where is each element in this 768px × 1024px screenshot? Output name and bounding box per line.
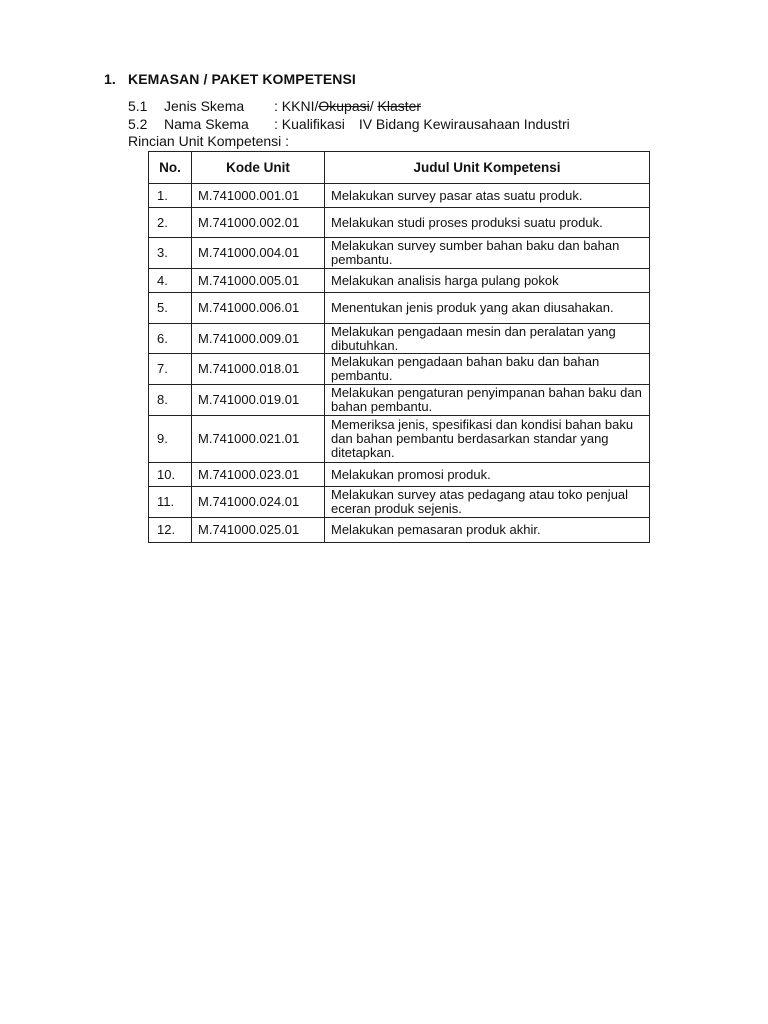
unit-kompetensi-table [148,151,650,543]
table-row [149,324,650,354]
table-row [149,293,650,324]
row-no: 8. [149,385,192,416]
header-judul-unit: Judul Unit Kompetensi [325,152,650,184]
row-judul: Memeriksa jenis, spesifikasi dan kondisi bahan baku dan bahan pembantu berdasarkan standar yang ditetapkan. [325,416,650,463]
table-row [149,269,650,293]
jenis-skema-line [128,98,421,114]
table-row [149,238,650,269]
row-kode: M.741000.025.01 [192,518,325,543]
row-no: 11. [149,487,192,518]
row-no: 6. [149,324,192,354]
row-kode: M.741000.005.01 [192,269,325,293]
row-no: 3. [149,238,192,269]
table-row [149,518,650,543]
row-judul: Melakukan survey sumber bahan baku dan bahan pembantu. [325,238,650,269]
jenis-skema-struck-klaster: Klaster [377,98,422,114]
row-judul: Menentukan jenis produk yang akan diusahakan. [325,293,650,324]
table-row [149,416,650,463]
table-row [149,385,650,416]
row-no: 7. [149,354,192,385]
row-judul: Melakukan studi proses produksi suatu produk. [325,208,650,238]
row-judul: Melakukan pemasaran produk akhir. [325,518,650,543]
table-row [149,487,650,518]
row-no: 5. [149,293,192,324]
table-header-row [149,152,650,184]
row-judul: Melakukan promosi produk. [325,463,650,487]
jenis-skema-label: Jenis Skema [164,98,245,114]
row-no: 12. [149,518,192,543]
row-kode: M.741000.006.01 [192,293,325,324]
row-judul: Melakukan survey pasar atas suatu produk. [325,184,650,208]
row-no: 9. [149,416,192,463]
row-judul: Melakukan survey atas pedagang atau toko penjual eceran produk sejenis. [325,487,650,518]
jenis-skema-separator: / [369,98,378,114]
header-kode-unit: Kode Unit [192,152,325,184]
table-row [149,354,650,385]
jenis-skema-number: 5.1 [128,98,148,114]
nama-skema-number: 5.2 [128,116,148,132]
section-title: KEMASAN / PAKET KOMPETENSI [128,71,356,87]
row-kode: M.741000.019.01 [192,385,325,416]
section-number: 1. [104,71,116,87]
row-judul: Melakukan pengaturan penyimpanan bahan baku dan bahan pembantu. [325,385,650,416]
row-judul: Melakukan analisis harga pulang pokok [325,269,650,293]
table-row [149,463,650,487]
row-kode: M.741000.002.01 [192,208,325,238]
row-kode: M.741000.023.01 [192,463,325,487]
nama-skema-bidang: IV Bidang Kewirausahaan Industri [358,116,570,132]
row-no: 10. [149,463,192,487]
row-kode: M.741000.009.01 [192,324,325,354]
table-row [149,184,650,208]
table-row [149,208,650,238]
jenis-skema-value: : KKNI/ [274,98,319,114]
row-kode: M.741000.001.01 [192,184,325,208]
row-kode: M.741000.024.01 [192,487,325,518]
header-no: No. [149,152,192,184]
nama-skema-label: Nama Skema [164,116,249,132]
row-no: 4. [149,269,192,293]
row-kode: M.741000.018.01 [192,354,325,385]
jenis-skema-struck-okupasi: Okupasi [318,98,370,114]
nama-skema-line [128,116,570,132]
row-kode: M.741000.004.01 [192,238,325,269]
row-judul: Melakukan pengadaan bahan baku dan bahan pembantu. [325,354,650,385]
section-heading [104,71,356,87]
nama-skema-value: : Kualifikasi [274,116,345,132]
rincian-label: Rincian Unit Kompetensi : [128,133,290,149]
row-kode: M.741000.021.01 [192,416,325,463]
row-no: 1. [149,184,192,208]
row-judul: Melakukan pengadaan mesin dan peralatan yang dibutuhkan. [325,324,650,354]
row-no: 2. [149,208,192,238]
